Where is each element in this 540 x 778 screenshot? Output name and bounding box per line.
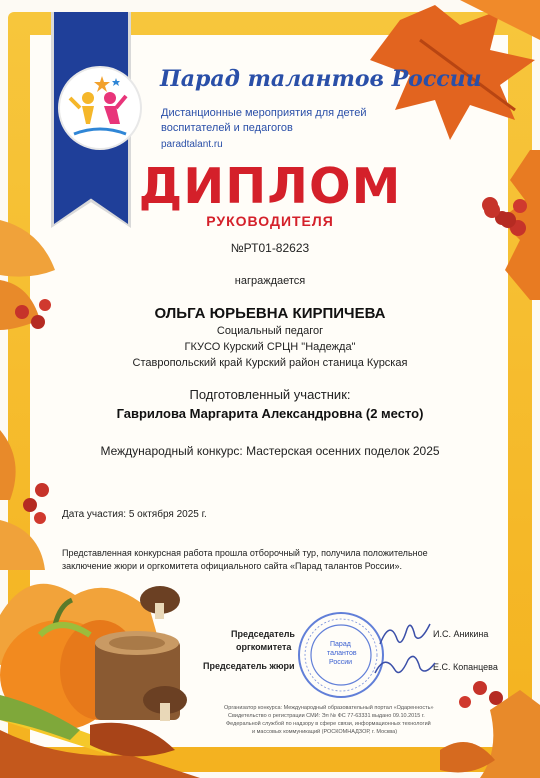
participant-label: Подготовленный участник:: [189, 387, 351, 402]
footer-line2: Свидетельство о регистрации СМИ: Эл № ФС 77-63331 выдано 09.10.2015 г.: [228, 713, 425, 719]
contest-name: Международный конкурс: Мастерская осенних поделок 2025: [100, 444, 440, 458]
stamp-text-3: России: [329, 659, 353, 666]
harvest-illustration: [0, 555, 200, 778]
leaves-bottom-right: [420, 670, 540, 778]
chair-jury-label: Председатель жюри: [203, 661, 295, 671]
footer-line3: Федеральной службой по надзору в сфере связи, информационных технологий: [226, 721, 431, 727]
dancing-children-icon: [60, 68, 140, 148]
diploma-title: ДИПЛОМ: [138, 158, 402, 215]
chair-org-label-1: Председатель: [231, 629, 295, 639]
statement-line1: Представленная конкурсная работа прошла отборочный тур, получила положительное: [62, 548, 428, 558]
stamp-text-1: Парад: [330, 641, 351, 648]
diploma-number: №РТ01-82623: [230, 241, 310, 255]
diploma-subtitle: РУКОВОДИТЕЛЯ: [206, 213, 334, 229]
statement-line2: заключение жюри и оргкомитета официального сайта «Парад талантов России».: [62, 561, 402, 571]
chair-org-label-2: оргкомитета: [236, 642, 292, 652]
recipient-institution: ГКУСО Курский СРЦН "Надежда": [184, 341, 356, 353]
participant-name: Гаврилова Маргарита Александровна (2 место): [116, 406, 424, 421]
org-website[interactable]: paradtalant.ru: [161, 139, 223, 150]
org-title: Парад талантов России: [160, 66, 482, 92]
footer-line1: Организатор конкурса: Международный образовательный портал «Одаренность»: [224, 705, 434, 711]
recipient-position: Социальный педагог: [216, 325, 324, 337]
org-logo: [60, 68, 140, 148]
chair-org-name: И.С. Аникина: [433, 629, 489, 639]
recipient-name: ОЛЬГА ЮРЬЕВНА КИРПИЧЕВА: [154, 305, 386, 322]
recipient-location: Ставропольский край Курский район станица Курская: [132, 357, 408, 369]
stamp-text-2: талантов: [327, 650, 357, 657]
signature-jury: [370, 648, 440, 684]
org-tagline-line2: воспитателей и педагогов: [161, 122, 293, 134]
org-tagline-line1: Дистанционные мероприятия для детей: [161, 107, 367, 119]
awarded-label: награждается: [234, 275, 306, 287]
participation-date: Дата участия: 5 октября 2025 г.: [62, 509, 207, 520]
chair-jury-name: Е.С. Копанцева: [433, 662, 498, 672]
footer-line4: и массовых коммуникаций (РОСКОМНАДЗОР, г. Москва): [252, 729, 398, 735]
